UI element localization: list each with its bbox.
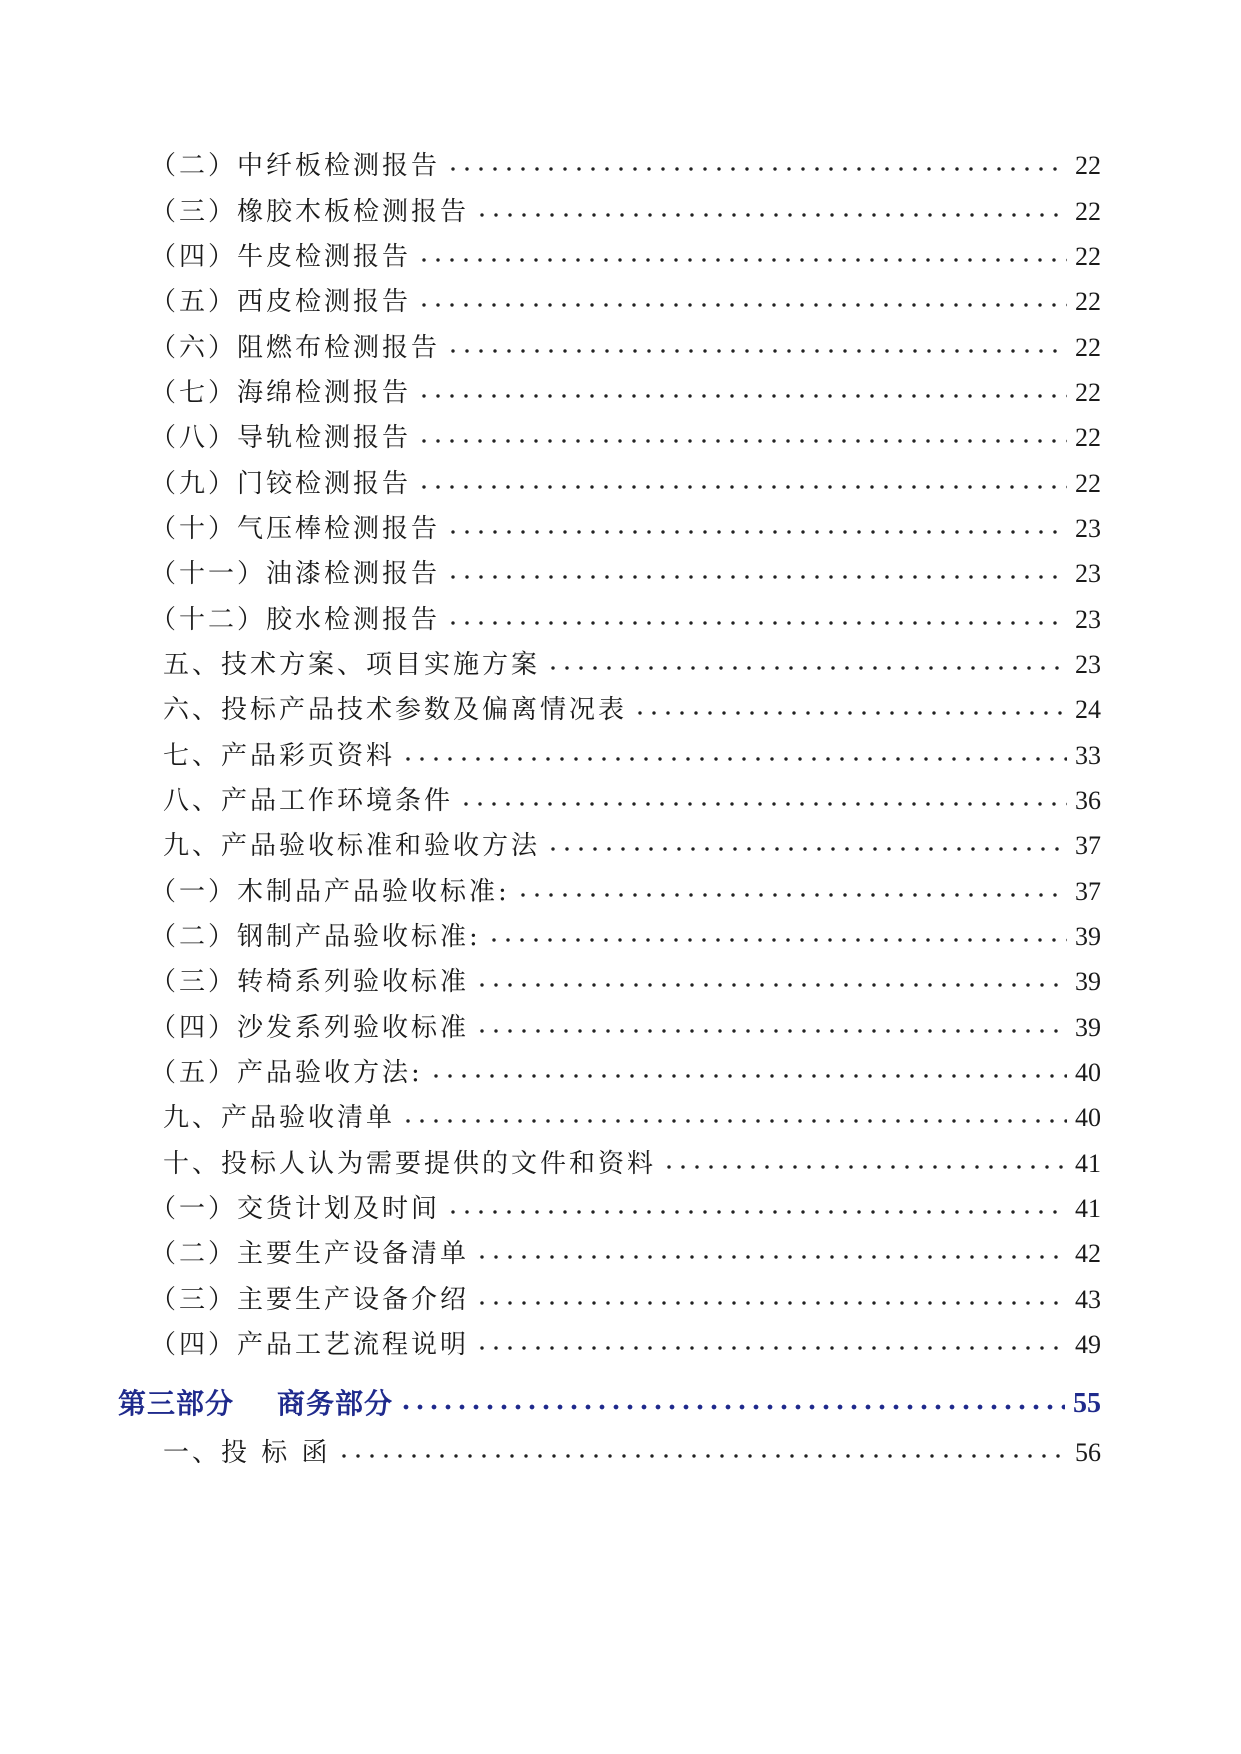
toc-entry-label: 六、投标产品技术参数及偏离情况表: [163, 695, 628, 725]
toc-entry-label: 一、投 标 函: [163, 1438, 331, 1468]
toc-entry[interactable]: [0, 192, 1241, 232]
toc-entry[interactable]: [0, 1144, 1241, 1184]
toc-entry[interactable]: [0, 826, 1241, 866]
toc-entry-label: （五）产品验收方法:: [150, 1058, 423, 1088]
toc-entry[interactable]: [0, 1433, 1241, 1473]
toc-entry-page: 23: [1075, 650, 1101, 679]
toc-entry-label: （二）钢制产品验收标准:: [150, 922, 481, 952]
toc-entry-page: 39: [1075, 1013, 1101, 1042]
toc-entry-label: （四）沙发系列验收标准: [150, 1013, 470, 1043]
toc-entry-label: （三）转椅系列验收标准: [150, 967, 470, 997]
toc-leader-dots: [487, 935, 1067, 945]
toc-entry-page: 23: [1075, 605, 1101, 634]
toc-entry[interactable]: [0, 917, 1241, 957]
toc-entry-page: 40: [1075, 1103, 1101, 1132]
toc-leader-dots: [417, 482, 1067, 492]
toc-entry-page: 22: [1075, 469, 1101, 498]
toc-entry-label: （十二）胶水检测报告: [150, 605, 441, 635]
toc-entry-label: （二）主要生产设备清单: [150, 1239, 470, 1269]
toc-entry-label: （四）牛皮检测报告: [150, 242, 412, 272]
toc-entry[interactable]: [0, 1325, 1241, 1365]
toc-entry-label: 八、产品工作环境条件: [163, 786, 454, 816]
toc-leader-dots: [475, 980, 1067, 990]
toc-entry-label: 五、技术方案、项目实施方案: [163, 650, 541, 680]
toc-entry[interactable]: [0, 736, 1241, 776]
toc-entry-page: 22: [1075, 423, 1101, 452]
toc-leader-dots: [337, 1451, 1067, 1461]
toc-entry-label: （七）海绵检测报告: [150, 378, 412, 408]
toc-entry[interactable]: [0, 464, 1241, 504]
toc-leader-dots: [417, 255, 1067, 265]
toc-entry-page: 41: [1075, 1149, 1101, 1178]
toc-leader-dots: [446, 572, 1067, 582]
toc-entry-label: 七、产品彩页资料: [163, 741, 396, 771]
toc-entry-page: 22: [1075, 151, 1101, 180]
toc-entry-page: 36: [1075, 786, 1101, 815]
toc-entry-page: 33: [1075, 741, 1101, 770]
toc-entry[interactable]: [0, 418, 1241, 458]
toc-entry[interactable]: [0, 282, 1241, 322]
toc-entry[interactable]: [0, 1008, 1241, 1048]
toc-entry[interactable]: [0, 872, 1241, 912]
toc-entry-label: （一）木制品产品验收标准:: [150, 877, 510, 907]
toc-leader-dots: [475, 1252, 1067, 1262]
toc-leader-dots: [546, 663, 1067, 673]
toc-leader-dots: [446, 164, 1067, 174]
toc-entry-label: （四）产品工艺流程说明: [150, 1330, 470, 1360]
toc-entry-label: （九）门铰检测报告: [150, 469, 412, 499]
toc-entry-page: 22: [1075, 333, 1101, 362]
toc-leader-dots: [429, 1071, 1067, 1081]
toc-leader-dots: [475, 1343, 1067, 1353]
toc-entry-page: 39: [1075, 967, 1101, 996]
toc-leader-dots: [446, 346, 1067, 356]
toc-entry-page: 23: [1075, 514, 1101, 543]
toc-entry-label: 十、投标人认为需要提供的文件和资料: [163, 1149, 657, 1179]
toc-entry-page: 23: [1075, 559, 1101, 588]
toc-entry-page: 42: [1075, 1239, 1101, 1268]
toc-leader-dots: [446, 527, 1067, 537]
toc-leader-dots: [417, 300, 1067, 310]
toc-leader-dots: [399, 1402, 1065, 1412]
toc-leader-dots: [417, 391, 1067, 401]
toc-entry[interactable]: [0, 554, 1241, 594]
toc-entry-label: （三）橡胶木板检测报告: [150, 197, 470, 227]
toc-entry-page: 22: [1075, 242, 1101, 271]
toc-part-page: 55: [1073, 1388, 1101, 1419]
toc-leader-dots: [446, 618, 1067, 628]
toc-entry[interactable]: [0, 509, 1241, 549]
toc-entry-page: 43: [1075, 1285, 1101, 1314]
toc-entry[interactable]: [0, 962, 1241, 1002]
toc-entry[interactable]: [0, 645, 1241, 685]
toc-entry[interactable]: [0, 781, 1241, 821]
toc-leader-dots: [401, 754, 1067, 764]
toc-entry-page: 22: [1075, 287, 1101, 316]
toc-leader-dots: [633, 708, 1067, 718]
toc-entry[interactable]: [0, 146, 1241, 186]
toc-entry-page: 22: [1075, 197, 1101, 226]
toc-entry-page: 40: [1075, 1058, 1101, 1087]
toc-entry-label: 九、产品验收标准和验收方法: [163, 831, 541, 861]
toc-entry-label: （十）气压棒检测报告: [150, 514, 441, 544]
toc-entry[interactable]: [0, 1234, 1241, 1274]
toc-entry[interactable]: [0, 1053, 1241, 1093]
toc-leader-dots: [417, 436, 1067, 446]
toc-entry[interactable]: [0, 690, 1241, 730]
toc-entry-label: （八）导轨检测报告: [150, 423, 412, 453]
toc-part-heading[interactable]: [0, 1384, 1241, 1424]
toc-entry-page: 37: [1075, 831, 1101, 860]
toc-entry-label: （十一）油漆检测报告: [150, 559, 441, 589]
toc-entry-page: 49: [1075, 1330, 1101, 1359]
toc-entry-label: （六）阻燃布检测报告: [150, 333, 441, 363]
toc-leader-dots: [475, 1026, 1067, 1036]
toc-entry-page: 56: [1075, 1438, 1101, 1467]
toc-entry-page: 37: [1075, 877, 1101, 906]
toc-leader-dots: [546, 844, 1067, 854]
toc-leader-dots: [446, 1207, 1067, 1217]
toc-leader-dots: [475, 1298, 1067, 1308]
toc-leader-dots: [516, 890, 1067, 900]
toc-entry[interactable]: [0, 373, 1241, 413]
toc-leader-dots: [475, 210, 1067, 220]
toc-leader-dots: [459, 799, 1067, 809]
toc-entry-page: 41: [1075, 1194, 1101, 1223]
toc-entry-label: （五）西皮检测报告: [150, 287, 412, 317]
toc-entry[interactable]: [0, 600, 1241, 640]
toc-entry[interactable]: [0, 237, 1241, 277]
toc-entry-label: 九、产品验收清单: [163, 1103, 396, 1133]
toc-entry[interactable]: [0, 1098, 1241, 1138]
toc-entry-page: 22: [1075, 378, 1101, 407]
toc-part-label: 第三部分 商务部分: [118, 1387, 393, 1420]
toc-leader-dots: [662, 1162, 1067, 1172]
toc-leader-dots: [401, 1116, 1067, 1126]
toc-entry-label: （二）中纤板检测报告: [150, 151, 441, 181]
toc-entry[interactable]: [0, 328, 1241, 368]
toc-entry[interactable]: [0, 1189, 1241, 1229]
toc-entry[interactable]: [0, 1280, 1241, 1320]
toc-entry-label: （一）交货计划及时间: [150, 1194, 441, 1224]
toc-entry-page: 39: [1075, 922, 1101, 951]
toc-entry-label: （三）主要生产设备介绍: [150, 1285, 470, 1315]
toc-entry-page: 24: [1075, 695, 1101, 724]
